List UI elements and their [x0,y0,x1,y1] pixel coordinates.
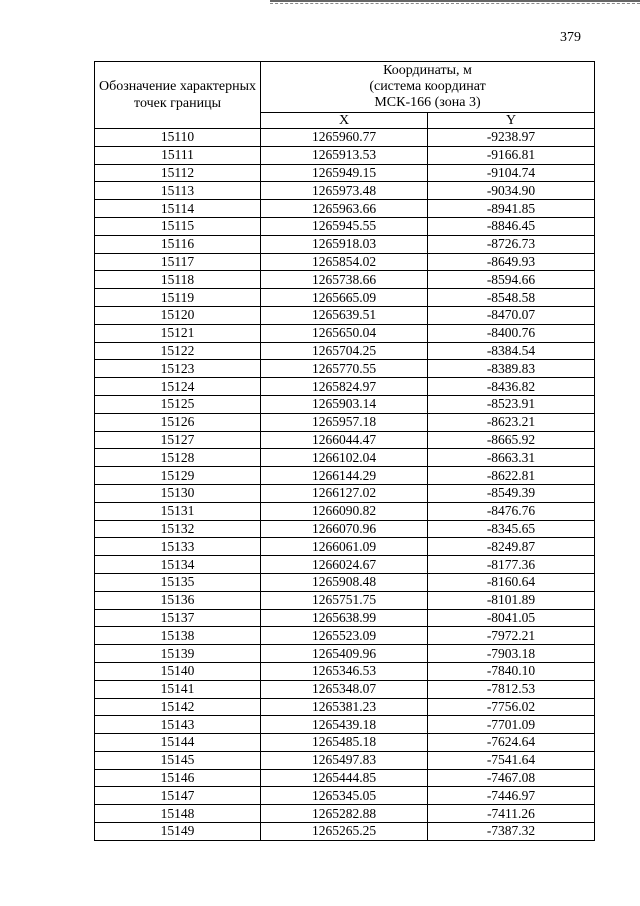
point-cell: 15121 [95,324,261,342]
table-row [95,716,595,734]
page-number: 379 [560,30,581,45]
coordinates-title: Координаты, м [383,63,472,78]
x-coordinate-cell: 1265903.14 [261,395,428,413]
table-row [95,734,595,752]
table-row [95,609,595,627]
table-row [95,235,595,253]
y-coordinate-cell: -7446.97 [428,787,595,805]
point-cell: 15127 [95,431,261,449]
point-cell: 15148 [95,805,261,823]
point-cell: 15110 [95,129,261,147]
table-row [95,200,595,218]
table-row [95,538,595,556]
y-coordinate-cell: -8548.58 [428,289,595,307]
y-coordinate-cell: -7624.64 [428,734,595,752]
y-coordinate-cell: -8549.39 [428,484,595,502]
point-cell: 15123 [95,360,261,378]
y-coordinate-cell: -9104.74 [428,164,595,182]
x-coordinate-cell: 1266127.02 [261,484,428,502]
y-coordinate-cell: -8249.87 [428,538,595,556]
table-row [95,591,595,609]
x-coordinate-cell: 1265346.53 [261,662,428,680]
coordinates-zone: МСК-166 (зона 3) [374,95,481,110]
y-coordinate-cell: -8941.85 [428,200,595,218]
table-row [95,645,595,663]
x-coordinate-cell: 1265770.55 [261,360,428,378]
x-coordinate-cell: 1265444.85 [261,769,428,787]
x-coordinate-cell: 1265751.75 [261,591,428,609]
y-coordinate-cell: -8470.07 [428,306,595,324]
point-cell: 15146 [95,769,261,787]
table-row [95,289,595,307]
table-row [95,823,595,841]
y-coordinate-cell: -8345.65 [428,520,595,538]
point-cell: 15136 [95,591,261,609]
point-cell: 15130 [95,484,261,502]
x-coordinate-cell: 1266070.96 [261,520,428,538]
y-coordinate-cell: -8041.05 [428,609,595,627]
y-coordinate-cell: -8623.21 [428,413,595,431]
point-cell: 15131 [95,502,261,520]
table-row [95,698,595,716]
table-row [95,627,595,645]
table-row [95,360,595,378]
table-row [95,413,595,431]
table-row [95,662,595,680]
table-row [95,129,595,147]
x-coordinate-cell: 1265963.66 [261,200,428,218]
table-row [95,769,595,787]
y-coordinate-cell: -9238.97 [428,129,595,147]
x-coordinate-cell: 1265650.04 [261,324,428,342]
x-coordinate-cell: 1266024.67 [261,556,428,574]
x-coordinate-cell: 1265854.02 [261,253,428,271]
point-cell: 15140 [95,662,261,680]
point-cell: 15145 [95,751,261,769]
table-row [95,431,595,449]
x-coordinate-cell: 1265973.48 [261,182,428,200]
point-cell: 15139 [95,645,261,663]
x-coordinate-cell: 1265738.66 [261,271,428,289]
x-column-header: X [261,113,428,129]
point-cell: 15126 [95,413,261,431]
table-row [95,271,595,289]
point-cell: 15125 [95,395,261,413]
point-cell: 15147 [95,787,261,805]
x-coordinate-cell: 1265665.09 [261,289,428,307]
x-coordinate-cell: 1265949.15 [261,164,428,182]
y-coordinate-cell: -7840.10 [428,662,595,680]
point-cell: 15114 [95,200,261,218]
table-row [95,805,595,823]
table-row [95,182,595,200]
y-coordinate-cell: -7541.64 [428,751,595,769]
table-row [95,467,595,485]
table-row [95,556,595,574]
point-cell: 15124 [95,378,261,396]
table-row [95,751,595,769]
y-coordinate-cell: -8160.64 [428,573,595,591]
x-coordinate-cell: 1265918.03 [261,235,428,253]
point-cell: 15138 [95,627,261,645]
table-row [95,146,595,164]
x-coordinate-cell: 1265381.23 [261,698,428,716]
x-coordinate-cell: 1266144.29 [261,467,428,485]
x-coordinate-cell: 1266090.82 [261,502,428,520]
y-coordinate-cell: -8436.82 [428,378,595,396]
point-cell: 15113 [95,182,261,200]
coordinates-system: (система координат [369,79,486,94]
x-coordinate-cell: 1266102.04 [261,449,428,467]
point-cell: 15111 [95,146,261,164]
y-coordinate-cell: -8846.45 [428,217,595,235]
x-coordinate-cell: 1265960.77 [261,129,428,147]
point-cell: 15117 [95,253,261,271]
x-coordinate-cell: 1265638.99 [261,609,428,627]
point-cell: 15142 [95,698,261,716]
point-cell: 15143 [95,716,261,734]
x-coordinate-cell: 1265282.88 [261,805,428,823]
y-coordinate-cell: -7467.08 [428,769,595,787]
point-cell: 15135 [95,573,261,591]
coordinates-header [261,62,595,113]
point-cell: 15116 [95,235,261,253]
y-coordinate-cell: -8649.93 [428,253,595,271]
y-column-header: Y [428,113,595,129]
point-cell: 15119 [95,289,261,307]
table-row [95,787,595,805]
table-row [95,573,595,591]
x-coordinate-cell: 1265497.83 [261,751,428,769]
y-coordinate-cell: -8384.54 [428,342,595,360]
y-coordinate-cell: -8523.91 [428,395,595,413]
point-cell: 15112 [95,164,261,182]
table-body [95,129,595,841]
table-row [95,395,595,413]
y-coordinate-cell: -8177.36 [428,556,595,574]
top-rule [270,0,640,4]
point-cell: 15134 [95,556,261,574]
y-coordinate-cell: -8400.76 [428,324,595,342]
table-row [95,520,595,538]
table-row [95,253,595,271]
x-coordinate-cell: 1265485.18 [261,734,428,752]
point-cell: 15144 [95,734,261,752]
x-coordinate-cell: 1266061.09 [261,538,428,556]
point-cell: 15120 [95,306,261,324]
table-row [95,217,595,235]
x-coordinate-cell: 1265523.09 [261,627,428,645]
x-coordinate-cell: 1265409.96 [261,645,428,663]
y-coordinate-cell: -9166.81 [428,146,595,164]
y-coordinate-cell: -8389.83 [428,360,595,378]
point-cell: 15137 [95,609,261,627]
point-cell: 15129 [95,467,261,485]
point-cell: 15133 [95,538,261,556]
y-coordinate-cell: -8726.73 [428,235,595,253]
point-cell: 15141 [95,680,261,698]
x-coordinate-cell: 1265704.25 [261,342,428,360]
y-coordinate-cell: -7972.21 [428,627,595,645]
y-coordinate-cell: -8476.76 [428,502,595,520]
point-cell: 15122 [95,342,261,360]
y-coordinate-cell: -8594.66 [428,271,595,289]
x-coordinate-cell: 1265345.05 [261,787,428,805]
x-coordinate-cell: 1265639.51 [261,306,428,324]
point-cell: 15128 [95,449,261,467]
x-coordinate-cell: 1265348.07 [261,680,428,698]
x-coordinate-cell: 1265439.18 [261,716,428,734]
point-cell: 15132 [95,520,261,538]
y-coordinate-cell: -8665.92 [428,431,595,449]
x-coordinate-cell: 1265265.25 [261,823,428,841]
table-row [95,484,595,502]
point-cell: 15149 [95,823,261,841]
table-row [95,306,595,324]
table-row [95,449,595,467]
x-coordinate-cell: 1265913.53 [261,146,428,164]
point-column-header: Обозначение характерных точек границы [95,62,261,129]
table-row [95,378,595,396]
y-coordinate-cell: -7903.18 [428,645,595,663]
x-coordinate-cell: 1266044.47 [261,431,428,449]
x-coordinate-cell: 1265945.55 [261,217,428,235]
coordinates-table [94,61,595,841]
y-coordinate-cell: -7411.26 [428,805,595,823]
point-cell: 15118 [95,271,261,289]
y-coordinate-cell: -8622.81 [428,467,595,485]
y-coordinate-cell: -7812.53 [428,680,595,698]
x-coordinate-cell: 1265908.48 [261,573,428,591]
y-coordinate-cell: -7756.02 [428,698,595,716]
x-coordinate-cell: 1265824.97 [261,378,428,396]
y-coordinate-cell: -8663.31 [428,449,595,467]
point-cell: 15115 [95,217,261,235]
y-coordinate-cell: -7701.09 [428,716,595,734]
table-row [95,164,595,182]
table-row [95,502,595,520]
table-row [95,342,595,360]
y-coordinate-cell: -7387.32 [428,823,595,841]
y-coordinate-cell: -8101.89 [428,591,595,609]
table-row [95,324,595,342]
table-row [95,680,595,698]
y-coordinate-cell: -9034.90 [428,182,595,200]
x-coordinate-cell: 1265957.18 [261,413,428,431]
